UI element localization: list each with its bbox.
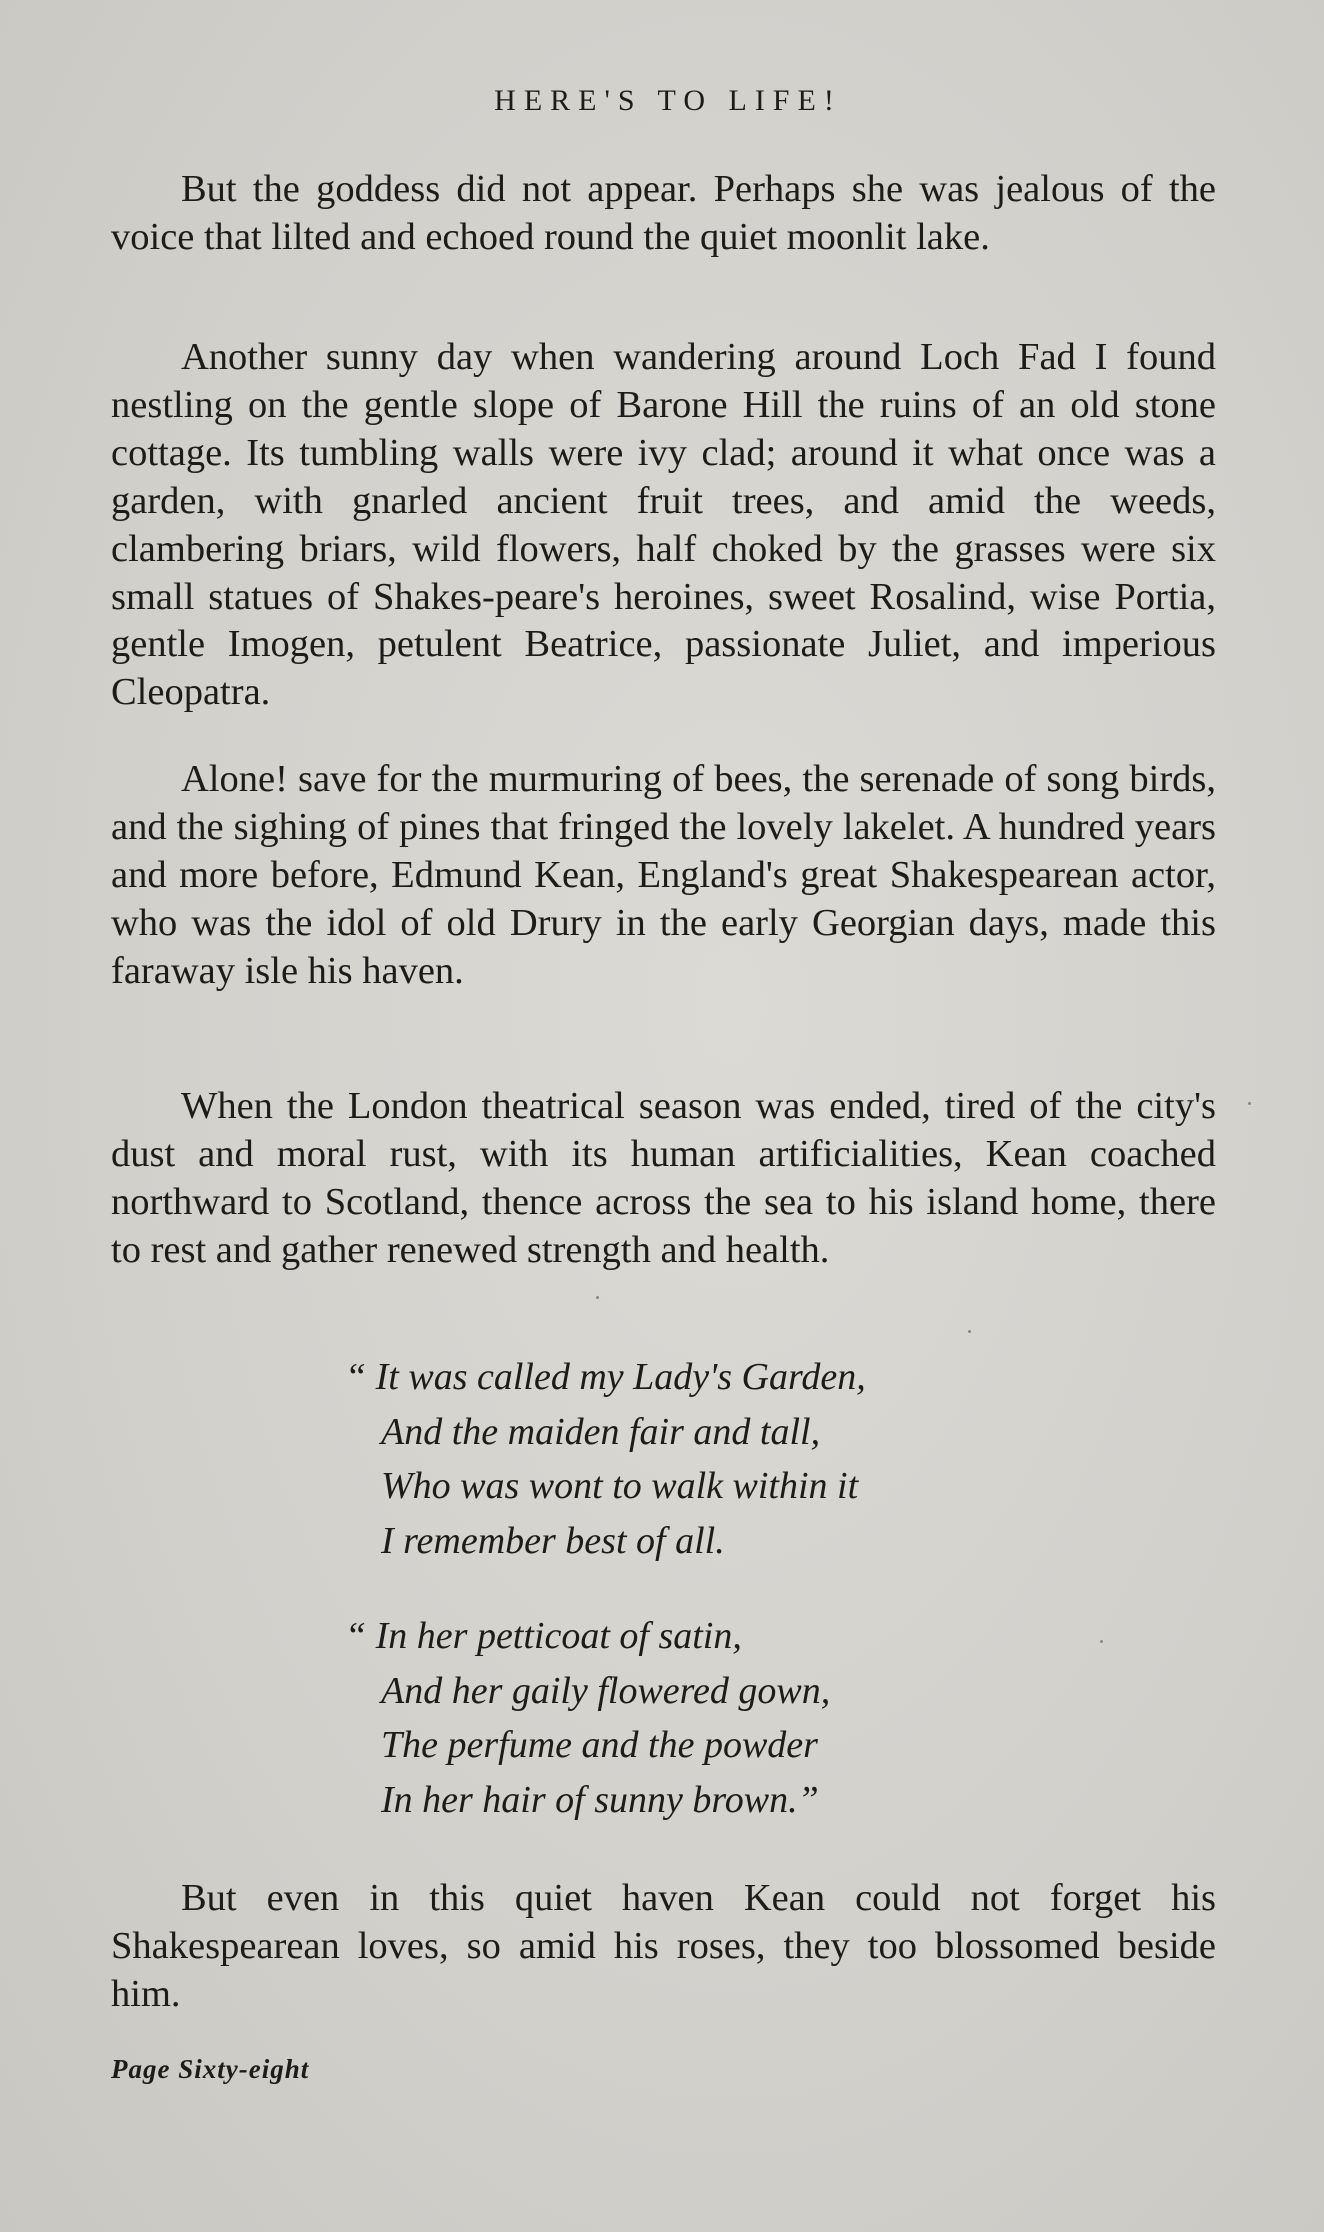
paragraph-4: When the London theatrical season was ended, tired of the city's dust and moral rust, with its human artificialities, Kean coached northward to Scotland, thence across the sea to his island home, there to rest and gather renewed strength and health. xyxy=(111,1085,1216,1271)
paragraph-1: But the goddess did not appear. Perhaps she was jealous of the voice that lilted and echoed round the quiet moonlit lake. xyxy=(111,168,1216,258)
paper-speck xyxy=(1100,1640,1103,1643)
poem-line: “ It was called my Lady's Garden, xyxy=(345,1356,866,1398)
poem-line: And her gaily flowered gown, xyxy=(381,1669,831,1712)
poem-line: In her hair of sunny brown.” xyxy=(381,1778,819,1821)
paper-speck xyxy=(968,1330,971,1333)
page-number: Page Sixty-eight xyxy=(111,2054,310,2084)
paper-speck xyxy=(1248,1102,1251,1105)
running-head: HERE'S TO LIFE! xyxy=(494,84,842,117)
poem-line: I remember best of all. xyxy=(381,1519,725,1562)
poem-stanza-2 xyxy=(345,1609,1145,1827)
paragraph-3: Alone! save for the murmuring of bees, the serenade of song birds, and the sighing of pines that fringed the lovely lakelet. A hundred years and more before, Edmund Kean, England's great Shakespearean actor, who was the idol of old Drury in the early Georgian days, made this faraway isle his haven. xyxy=(111,758,1216,992)
poem-line: Who was wont to walk within it xyxy=(381,1465,859,1507)
poem-line: The perfume and the powder xyxy=(381,1724,818,1766)
paragraph-5: But even in this quiet haven Kean could not forget his Shakespearean loves, so amid his roses, they too blossomed beside him. xyxy=(111,1877,1216,2015)
poem-line: “ In her petticoat of satin, xyxy=(345,1615,742,1657)
paper-speck xyxy=(596,1296,599,1299)
paragraph-2: Another sunny day when wandering around Loch Fad I found nestling on the gentle slope of Barone Hill the ruins of an old stone cottage. Its tumbling walls were ivy clad; around it what once was a garden, with gnarled ancient fruit trees, and amid the weeds, clambering briars, wild flowers, half choked by the grasses were six small statues of Shakes-peare's heroines, sweet Rosalind, wise Portia, gentle Imogen, petulent Beatrice, passionate Juliet, and imperious Cleopatra. xyxy=(111,336,1216,714)
poem-stanza-1 xyxy=(345,1350,1145,1568)
poem-line: And the maiden fair and tall, xyxy=(381,1410,821,1453)
